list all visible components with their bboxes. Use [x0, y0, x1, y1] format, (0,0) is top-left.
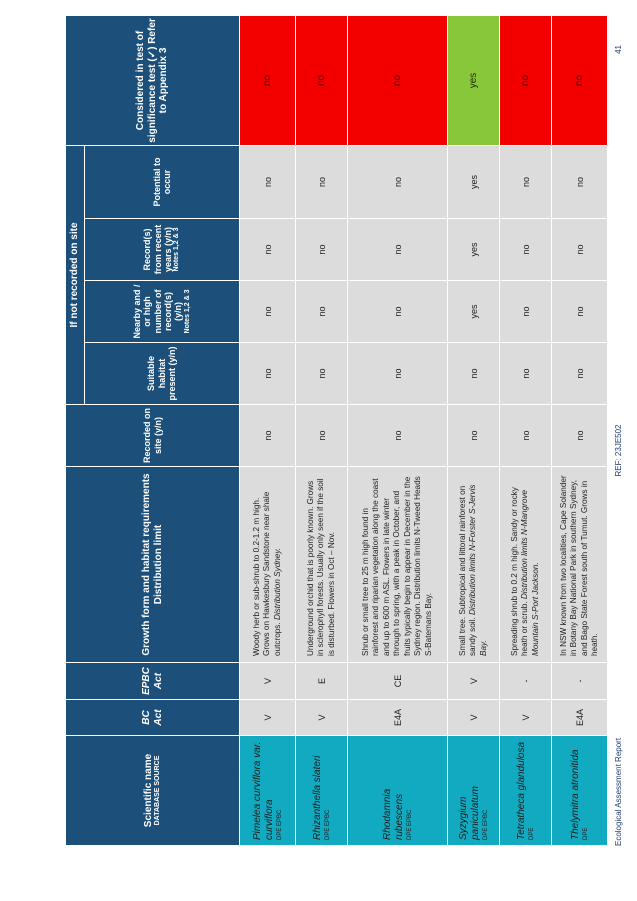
nearby-value: no: [500, 281, 552, 343]
table-row: [296, 15, 348, 845]
nearby-value: yes: [448, 281, 500, 343]
header-not-recorded-group: If not recorded on site: [66, 145, 85, 404]
significance-value: no: [348, 15, 448, 145]
growth-text: In NSW known from two localities, Cape Solander in Botany Bay National Park in southern Sydney, and Bago State Forest south of Tumut. Grows in heath.: [558, 475, 599, 656]
table-row: [500, 15, 552, 845]
species-name: Pimelea curviflora var. curviflora: [252, 741, 275, 840]
header-scientific-name: [66, 736, 240, 846]
recorded-value: no: [240, 405, 296, 467]
recorded-value: no: [348, 405, 448, 467]
growth-distribution: Distribution limits N-Forster S-Jervis Bay.: [468, 484, 488, 656]
species-name: Syzygium paniculatum: [458, 786, 481, 840]
nearby-value: no: [296, 281, 348, 343]
growth-text: Small tree. Subtropical and littoral rainforest on sandy soil.: [457, 485, 478, 656]
species-name: Tetratheca glandulosa: [515, 741, 527, 840]
growth-text: Woody herb or sub-shrub to 0.2-1.2 m high. Grows on Hawkesbury Sandstone near shale outcrops.: [251, 491, 282, 656]
nearby-value: no: [552, 281, 608, 343]
species-source: DPE EPBC: [325, 809, 332, 840]
species-name-cell: [348, 736, 448, 846]
species-assessment-table: [65, 15, 608, 846]
potential-value: no: [552, 145, 608, 218]
header-bc-act: BC Act: [66, 700, 240, 736]
growth-form: [448, 467, 500, 663]
species-name: Rhizanthella slateri: [311, 755, 323, 840]
growth-form: [296, 467, 348, 663]
recent-value: yes: [448, 219, 500, 281]
significance-value: no: [552, 15, 608, 145]
recorded-value: no: [500, 405, 552, 467]
header-nearby: [85, 281, 240, 343]
growth-form: [240, 467, 296, 663]
suitable-value: no: [552, 343, 608, 405]
epbc-status: V: [448, 663, 500, 700]
suitable-value: no: [500, 343, 552, 405]
nearby-value: no: [240, 281, 296, 343]
recent-value: no: [296, 219, 348, 281]
species-name-cell: [240, 736, 296, 846]
species-name-cell: [296, 736, 348, 846]
species-source: DPE EPBC: [277, 809, 283, 840]
species-source: DPE EPBC: [407, 809, 413, 840]
growth-form: [500, 467, 552, 663]
epbc-status: -: [552, 663, 608, 700]
header-recorded: Recorded on site (y/n): [66, 405, 240, 467]
header-nearby-label: Nearby and / or high number of record(s) (y/n): [132, 284, 184, 339]
potential-value: yes: [448, 145, 500, 218]
header-scientific-name-label: Scientific name: [142, 753, 154, 828]
species-source: DPE: [583, 827, 590, 840]
recent-value: no: [552, 219, 608, 281]
species-name: Thelymitra atronitida: [569, 749, 581, 840]
recent-value: no: [348, 219, 448, 281]
growth-form: [552, 467, 608, 663]
footer-report-title: Ecological Assessment Report: [614, 737, 623, 846]
growth-distribution: Distribution Sydney.: [272, 547, 282, 621]
header-recent-label: Record(s) from recent years (y/n): [142, 224, 174, 275]
species-name: Rhodamnia rubescens: [382, 788, 405, 840]
bc-status: E4A: [348, 700, 448, 736]
species-name-cell: [448, 736, 500, 846]
nearby-value: no: [348, 281, 448, 343]
recent-value: no: [500, 219, 552, 281]
bc-status: V: [500, 700, 552, 736]
header-recent-notes: Notes 1,2 & 3: [173, 227, 181, 272]
bc-status: V: [448, 700, 500, 736]
species-name-cell: [500, 736, 552, 846]
header-significance: Considered in test of significance test (✓) Refer to Appendix 3: [66, 15, 240, 145]
header-epbc-act: EPBC Act: [66, 663, 240, 700]
table-row: [348, 15, 448, 845]
epbc-status: -: [500, 663, 552, 700]
header-nearby-notes: Notes 1,2 & 3: [183, 289, 191, 334]
growth-form: [348, 467, 448, 663]
header-potential: Potential to occur: [85, 145, 240, 218]
header-recent: [85, 219, 240, 281]
species-name-cell: [552, 736, 608, 846]
suitable-value: no: [448, 343, 500, 405]
species-source: DPE: [529, 827, 536, 840]
epbc-status: CE: [348, 663, 448, 700]
species-source: DPE EPBC: [483, 809, 489, 840]
table-row: [448, 15, 500, 845]
suitable-value: no: [296, 343, 348, 405]
growth-text: Shrub or small tree to 25 m high found in rainforest and riparian vegetation along the coast and up to 600 m ASL. Flowers in late winter through to spring, with a peak in October, and fruits typically begin to appear in December in the Sydney region. Distribution limits N-Tweed Heads S-Batemans Bay.: [360, 476, 433, 656]
header-suitable: Suitable habitat present (y/n): [85, 343, 240, 405]
footer-reference: REF: 23JE502: [614, 424, 623, 477]
significance-value: no: [500, 15, 552, 145]
potential-value: no: [296, 145, 348, 218]
epbc-status: V: [240, 663, 296, 700]
header-growth: Growth form and habitat requirements Distribution limit: [66, 467, 240, 663]
epbc-status: E: [296, 663, 348, 700]
growth-text: Underground orchid that is poorly known. Grows in sclerophyll forests. Usually only seen if the soil is disturbed. Flowers in Oct – Nov.: [305, 478, 336, 656]
growth-text: Spreading shrub to 0.2 m high. Sandy or rocky heath or scrub.: [509, 487, 530, 656]
bc-status: E4A: [552, 700, 608, 736]
bc-status: V: [240, 700, 296, 736]
significance-value: yes: [448, 15, 500, 145]
recorded-value: no: [448, 405, 500, 467]
header-row-top: [66, 15, 85, 845]
potential-value: no: [500, 145, 552, 218]
footer-page-number: 41: [614, 45, 623, 54]
potential-value: no: [348, 145, 448, 218]
header-database-source: DATABASE SOURCE: [154, 755, 162, 826]
recent-value: no: [240, 219, 296, 281]
significance-value: no: [240, 15, 296, 145]
table-row: [552, 15, 608, 845]
table-row: [240, 15, 296, 845]
suitable-value: no: [348, 343, 448, 405]
significance-value: no: [296, 15, 348, 145]
potential-value: no: [240, 145, 296, 218]
bc-status: V: [296, 700, 348, 736]
suitable-value: no: [240, 343, 296, 405]
growth-distribution: Distribution limits N-Mangrove Mountain S-Port Jackson.: [520, 489, 540, 656]
recorded-value: no: [552, 405, 608, 467]
recorded-value: no: [296, 405, 348, 467]
